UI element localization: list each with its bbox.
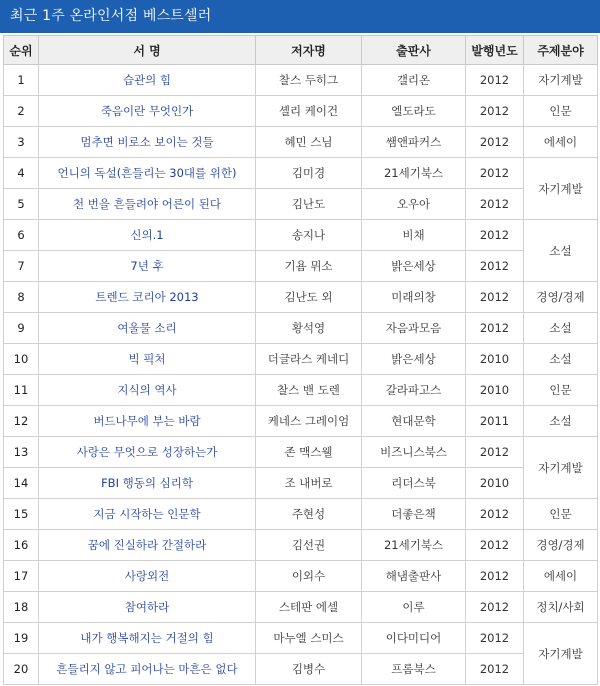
year-cell: 2010 bbox=[466, 375, 524, 406]
page-title: 최근 1주 온라인서점 베스트셀러 bbox=[0, 0, 600, 33]
publisher-cell: 엘도라도 bbox=[362, 96, 466, 127]
table-row bbox=[4, 344, 598, 375]
book-title-cell[interactable]: 여울물 소리 bbox=[39, 313, 256, 344]
publisher-cell: 밝은세상 bbox=[362, 344, 466, 375]
rank-cell: 15 bbox=[4, 499, 39, 530]
rank-cell: 18 bbox=[4, 592, 39, 623]
genre-cell: 경영/경제 bbox=[524, 282, 598, 313]
genre-cell: 자기계발 bbox=[524, 623, 598, 685]
rank-cell: 1 bbox=[4, 65, 39, 96]
year-cell: 2012 bbox=[466, 282, 524, 313]
book-title-cell[interactable]: 멈추면 비로소 보이는 것들 bbox=[39, 127, 256, 158]
table-row bbox=[4, 468, 598, 499]
genre-cell: 에세이 bbox=[524, 561, 598, 592]
book-title-cell[interactable]: 참여하라 bbox=[39, 592, 256, 623]
author-cell: 김선권 bbox=[256, 530, 362, 561]
book-title-cell[interactable]: 신의.1 bbox=[39, 220, 256, 251]
rank-cell: 2 bbox=[4, 96, 39, 127]
rank-cell: 13 bbox=[4, 437, 39, 468]
author-cell: 존 맥스웰 bbox=[256, 437, 362, 468]
table-row bbox=[4, 158, 598, 189]
year-cell: 2010 bbox=[466, 468, 524, 499]
publisher-cell: 21세기북스 bbox=[362, 158, 466, 189]
rank-cell: 5 bbox=[4, 189, 39, 220]
genre-cell: 소설 bbox=[524, 220, 598, 282]
author-cell: 김병수 bbox=[256, 654, 362, 685]
publisher-cell: 비채 bbox=[362, 220, 466, 251]
publisher-cell: 현대문학 bbox=[362, 406, 466, 437]
publisher-cell: 비즈니스북스 bbox=[362, 437, 466, 468]
year-cell: 2010 bbox=[466, 344, 524, 375]
table-row bbox=[4, 220, 598, 251]
author-cell: 송지나 bbox=[256, 220, 362, 251]
publisher-cell: 갈라파고스 bbox=[362, 375, 466, 406]
author-cell: 혜민 스님 bbox=[256, 127, 362, 158]
genre-cell: 인문 bbox=[524, 96, 598, 127]
book-title-cell[interactable]: 꿈에 진실하라 간절하라 bbox=[39, 530, 256, 561]
year-cell: 2012 bbox=[466, 158, 524, 189]
book-title-cell[interactable]: 죽음이란 무엇인가 bbox=[39, 96, 256, 127]
rank-cell: 12 bbox=[4, 406, 39, 437]
publisher-cell: 이다미디어 bbox=[362, 623, 466, 654]
book-title-cell[interactable]: 언니의 독설(흔들리는 30대를 위한) bbox=[39, 158, 256, 189]
author-cell: 김미경 bbox=[256, 158, 362, 189]
year-cell: 2012 bbox=[466, 127, 524, 158]
author-cell: 마누엘 스미스 bbox=[256, 623, 362, 654]
table-row bbox=[4, 96, 598, 127]
publisher-cell: 오우아 bbox=[362, 189, 466, 220]
genre-cell: 인문 bbox=[524, 375, 598, 406]
year-cell: 2012 bbox=[466, 654, 524, 685]
author-cell: 김난도 외 bbox=[256, 282, 362, 313]
rank-cell: 10 bbox=[4, 344, 39, 375]
publisher-cell: 프롬북스 bbox=[362, 654, 466, 685]
header-rank: 순위 bbox=[4, 36, 39, 65]
year-cell: 2012 bbox=[466, 530, 524, 561]
author-cell: 스테판 에셀 bbox=[256, 592, 362, 623]
book-title-cell[interactable]: 지금 시작하는 인문학 bbox=[39, 499, 256, 530]
genre-cell: 자기계발 bbox=[524, 65, 598, 96]
table-row bbox=[4, 375, 598, 406]
rank-cell: 17 bbox=[4, 561, 39, 592]
header-genre: 주제분야 bbox=[524, 36, 598, 65]
table-row bbox=[4, 437, 598, 468]
publisher-cell: 자음과모음 bbox=[362, 313, 466, 344]
table-row bbox=[4, 65, 598, 96]
book-title-cell[interactable]: 지식의 역사 bbox=[39, 375, 256, 406]
genre-cell: 소설 bbox=[524, 313, 598, 344]
rank-cell: 7 bbox=[4, 251, 39, 282]
author-cell: 김난도 bbox=[256, 189, 362, 220]
genre-cell: 인문 bbox=[524, 499, 598, 530]
author-cell: 조 내버로 bbox=[256, 468, 362, 499]
table-row bbox=[4, 592, 598, 623]
author-cell: 주현성 bbox=[256, 499, 362, 530]
year-cell: 2012 bbox=[466, 592, 524, 623]
table-row bbox=[4, 623, 598, 654]
author-cell: 황석영 bbox=[256, 313, 362, 344]
publisher-cell: 미래의창 bbox=[362, 282, 466, 313]
rank-cell: 3 bbox=[4, 127, 39, 158]
rank-cell: 19 bbox=[4, 623, 39, 654]
table-row bbox=[4, 282, 598, 313]
book-title-cell[interactable]: 내가 행복해지는 거절의 힘 bbox=[39, 623, 256, 654]
year-cell: 2012 bbox=[466, 189, 524, 220]
table-row bbox=[4, 654, 598, 685]
book-title-cell[interactable]: 습관의 힘 bbox=[39, 65, 256, 96]
book-title-cell[interactable]: 사랑은 무엇으로 성장하는가 bbox=[39, 437, 256, 468]
book-title-cell[interactable]: 버드나무에 부는 바람 bbox=[39, 406, 256, 437]
table-row bbox=[4, 561, 598, 592]
bestseller-table bbox=[3, 35, 598, 685]
rank-cell: 20 bbox=[4, 654, 39, 685]
table-row bbox=[4, 406, 598, 437]
year-cell: 2012 bbox=[466, 96, 524, 127]
year-cell: 2011 bbox=[466, 406, 524, 437]
genre-cell: 소설 bbox=[524, 406, 598, 437]
header-publisher: 출판사 bbox=[362, 36, 466, 65]
table-row bbox=[4, 530, 598, 561]
table-header-row bbox=[4, 36, 598, 65]
book-title-cell[interactable]: 7년 후 bbox=[39, 251, 256, 282]
header-author: 저자명 bbox=[256, 36, 362, 65]
author-cell: 이외수 bbox=[256, 561, 362, 592]
rank-cell: 11 bbox=[4, 375, 39, 406]
table-row bbox=[4, 313, 598, 344]
book-title-cell[interactable]: 사랑외전 bbox=[39, 561, 256, 592]
publisher-cell: 해냄출판사 bbox=[362, 561, 466, 592]
publisher-cell: 밝은세상 bbox=[362, 251, 466, 282]
header-title: 서 명 bbox=[39, 36, 256, 65]
table-row bbox=[4, 189, 598, 220]
rank-cell: 14 bbox=[4, 468, 39, 499]
book-title-cell[interactable]: 천 번을 흔들려야 어른이 된다 bbox=[39, 189, 256, 220]
publisher-cell: 이루 bbox=[362, 592, 466, 623]
header-year: 발행년도 bbox=[466, 36, 524, 65]
author-cell: 케네스 그레이엄 bbox=[256, 406, 362, 437]
table-row bbox=[4, 251, 598, 282]
author-cell: 셸리 케이건 bbox=[256, 96, 362, 127]
publisher-cell: 갤리온 bbox=[362, 65, 466, 96]
year-cell: 2012 bbox=[466, 313, 524, 344]
book-title-cell[interactable]: 빅 픽처 bbox=[39, 344, 256, 375]
year-cell: 2012 bbox=[466, 220, 524, 251]
rank-cell: 9 bbox=[4, 313, 39, 344]
book-title-cell[interactable]: 흔들리지 않고 피어나는 마흔은 없다 bbox=[39, 654, 256, 685]
year-cell: 2012 bbox=[466, 561, 524, 592]
rank-cell: 4 bbox=[4, 158, 39, 189]
genre-cell: 경영/경제 bbox=[524, 530, 598, 561]
year-cell: 2012 bbox=[466, 499, 524, 530]
author-cell: 더글라스 케네디 bbox=[256, 344, 362, 375]
year-cell: 2012 bbox=[466, 623, 524, 654]
year-cell: 2012 bbox=[466, 65, 524, 96]
author-cell: 찰스 두히그 bbox=[256, 65, 362, 96]
author-cell: 찰스 밴 도렌 bbox=[256, 375, 362, 406]
year-cell: 2012 bbox=[466, 251, 524, 282]
genre-cell: 에세이 bbox=[524, 127, 598, 158]
year-cell: 2012 bbox=[466, 437, 524, 468]
publisher-cell: 더좋은책 bbox=[362, 499, 466, 530]
book-title-cell[interactable]: FBI 행동의 심리학 bbox=[39, 468, 256, 499]
rank-cell: 8 bbox=[4, 282, 39, 313]
publisher-cell: 리더스북 bbox=[362, 468, 466, 499]
book-title-cell[interactable]: 트렌드 코리아 2013 bbox=[39, 282, 256, 313]
author-cell: 기욤 뮈소 bbox=[256, 251, 362, 282]
publisher-cell: 쌤앤파커스 bbox=[362, 127, 466, 158]
genre-cell: 소설 bbox=[524, 344, 598, 375]
genre-cell: 자기계발 bbox=[524, 437, 598, 499]
publisher-cell: 21세기북스 bbox=[362, 530, 466, 561]
genre-cell: 자기계발 bbox=[524, 158, 598, 220]
genre-cell: 정치/사회 bbox=[524, 592, 598, 623]
table-row bbox=[4, 127, 598, 158]
rank-cell: 6 bbox=[4, 220, 39, 251]
table-row bbox=[4, 499, 598, 530]
rank-cell: 16 bbox=[4, 530, 39, 561]
